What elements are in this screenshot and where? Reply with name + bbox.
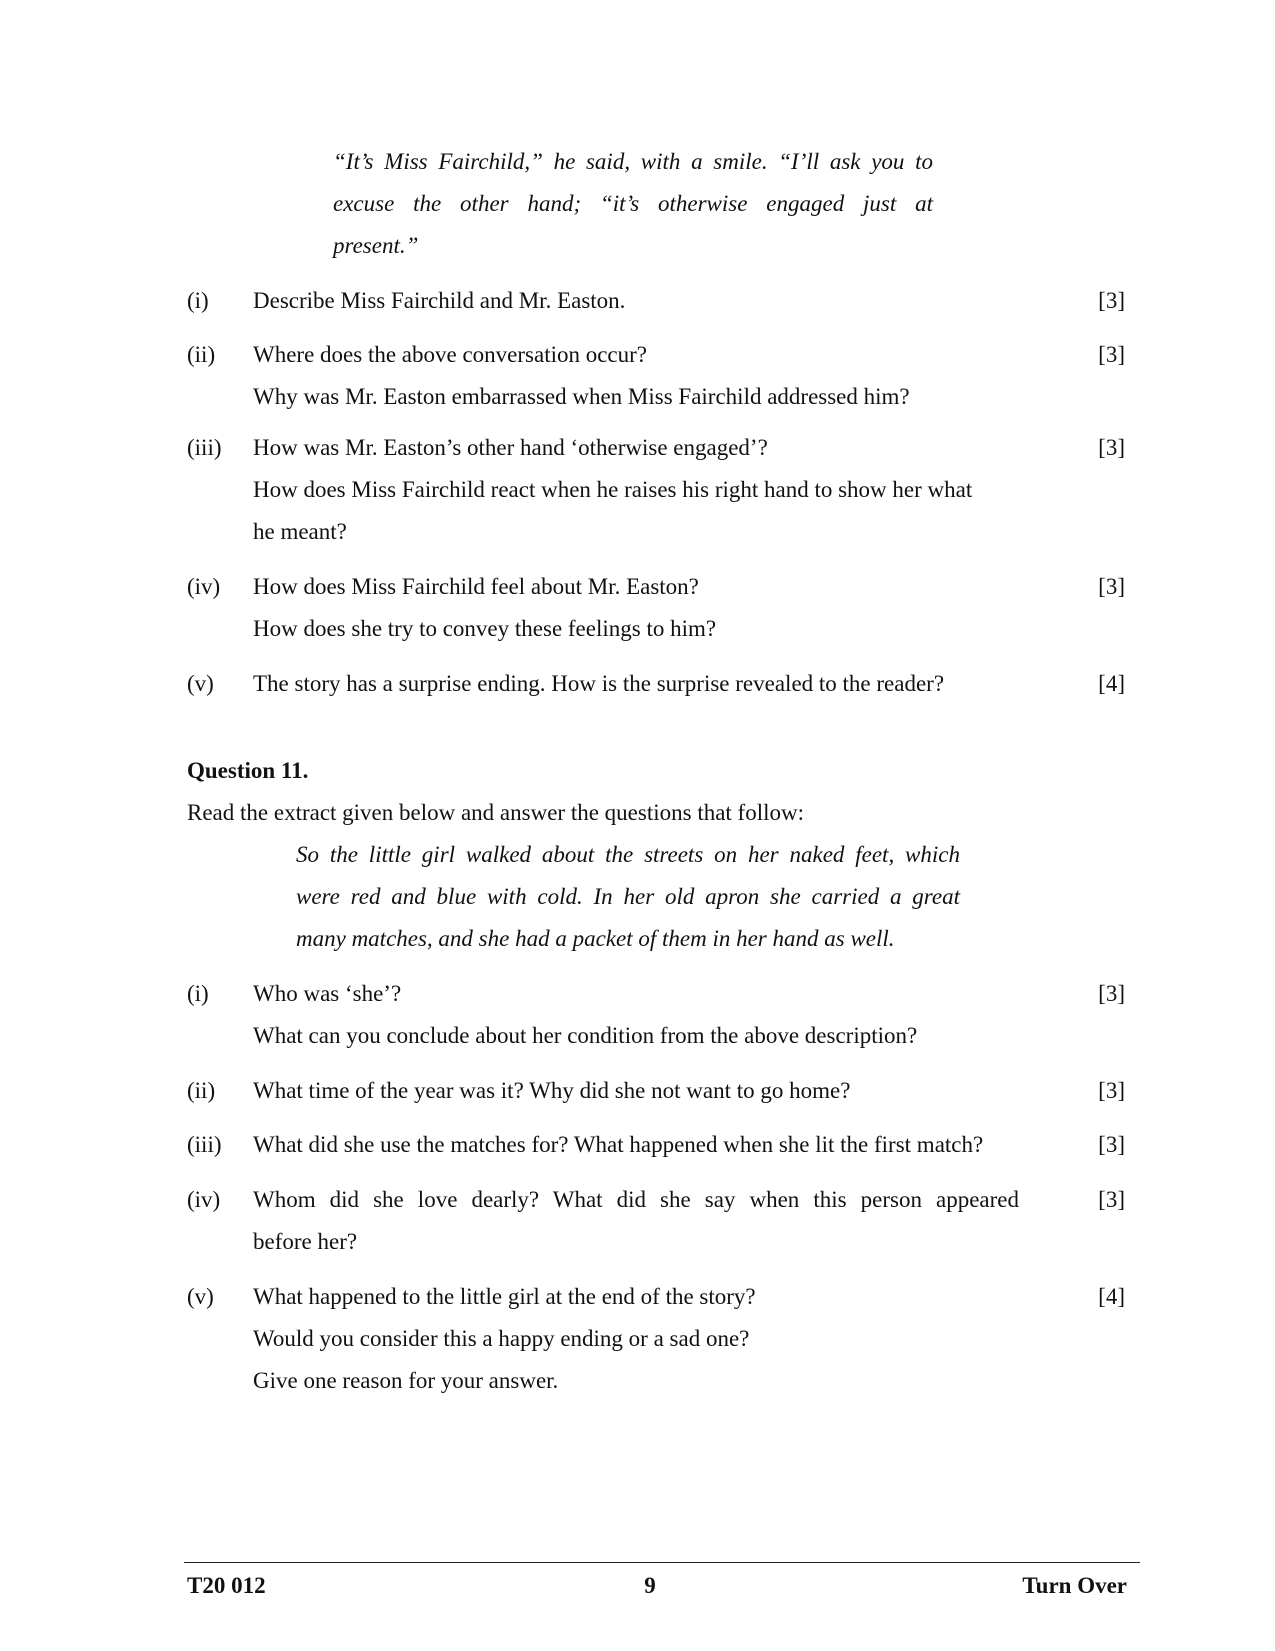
- q10-item-number: (v): [187, 671, 214, 696]
- q10-item-number: (i): [187, 288, 209, 313]
- q11-item-text: before her?: [253, 1229, 358, 1254]
- q10-item-number: (iii): [187, 435, 222, 460]
- q11-item-number: (i): [187, 981, 209, 1006]
- q11-item-marks: [3]: [1098, 1187, 1125, 1212]
- q10-extract-line: excuse the other hand; “it’s otherwise engaged just at: [333, 191, 933, 216]
- q10-item-text: How does she try to convey these feelings to him?: [253, 616, 717, 641]
- q10-item-text: How does Miss Fairchild react when he raises his right hand to show her what: [253, 477, 973, 502]
- question-instruction: Read the extract given below and answer the questions that follow:: [187, 800, 804, 825]
- q11-item-text: Who was ‘she’?: [253, 981, 402, 1006]
- q11-item-text: Whom did she love dearly? What did she say when this person appeared: [253, 1187, 1019, 1212]
- q11-item-number: (v): [187, 1284, 214, 1309]
- q10-item-number: (iv): [187, 574, 221, 599]
- q10-item-marks: [3]: [1098, 574, 1125, 599]
- q10-item-marks: [3]: [1098, 342, 1125, 367]
- q11-item-text: What happened to the little girl at the end of the story?: [253, 1284, 756, 1309]
- question-heading: Question 11.: [187, 758, 309, 783]
- q10-extract-line: present.”: [333, 233, 419, 258]
- q11-item-text: What time of the year was it? Why did she not want to go home?: [253, 1078, 851, 1103]
- q10-item-text: How was Mr. Easton’s other hand ‘otherwise engaged’?: [253, 435, 768, 460]
- q10-item-number: (ii): [187, 342, 216, 367]
- q10-item-text: The story has a surprise ending. How is the surprise revealed to the reader?: [253, 671, 945, 696]
- q11-item-marks: [3]: [1098, 981, 1125, 1006]
- q11-item-marks: [3]: [1098, 1078, 1125, 1103]
- q10-item-text: Why was Mr. Easton embarrassed when Miss Fairchild addressed him?: [253, 384, 910, 409]
- q10-extract-line: “It’s Miss Fairchild,” he said, with a smile. “I’ll ask you to: [333, 149, 933, 174]
- q11-item-text: What can you conclude about her condition from the above description?: [253, 1023, 918, 1048]
- footer-turn-over: Turn Over: [1022, 1573, 1127, 1598]
- q11-item-marks: [3]: [1098, 1132, 1125, 1157]
- q10-item-text: Describe Miss Fairchild and Mr. Easton.: [253, 288, 626, 313]
- q11-extract-line: So the little girl walked about the streets on her naked feet, which: [296, 842, 960, 867]
- q10-item-marks: [3]: [1098, 435, 1125, 460]
- q11-item-text: Give one reason for your answer.: [253, 1368, 559, 1393]
- q11-item-text: What did she use the matches for? What happened when she lit the first match?: [253, 1132, 984, 1157]
- q10-item-marks: [4]: [1098, 671, 1125, 696]
- q10-item-marks: [3]: [1098, 288, 1125, 313]
- q10-item-text: Where does the above conversation occur?: [253, 342, 648, 367]
- q11-extract-line: were red and blue with cold. In her old apron she carried a great: [296, 884, 960, 909]
- footer-paper-code: T20 012: [187, 1573, 266, 1598]
- q10-item-text: How does Miss Fairchild feel about Mr. Easton?: [253, 574, 699, 599]
- q11-item-marks: [4]: [1098, 1284, 1125, 1309]
- q10-item-text: he meant?: [253, 519, 347, 544]
- q11-item-number: (iv): [187, 1187, 221, 1212]
- q11-item-text: Would you consider this a happy ending or a sad one?: [253, 1326, 750, 1351]
- q11-item-number: (iii): [187, 1132, 222, 1157]
- q11-extract-line: many matches, and she had a packet of them in her hand as well.: [296, 926, 895, 951]
- footer-rule: [184, 1562, 1140, 1563]
- footer-page-number: 9: [644, 1573, 656, 1598]
- q11-item-number: (ii): [187, 1078, 216, 1103]
